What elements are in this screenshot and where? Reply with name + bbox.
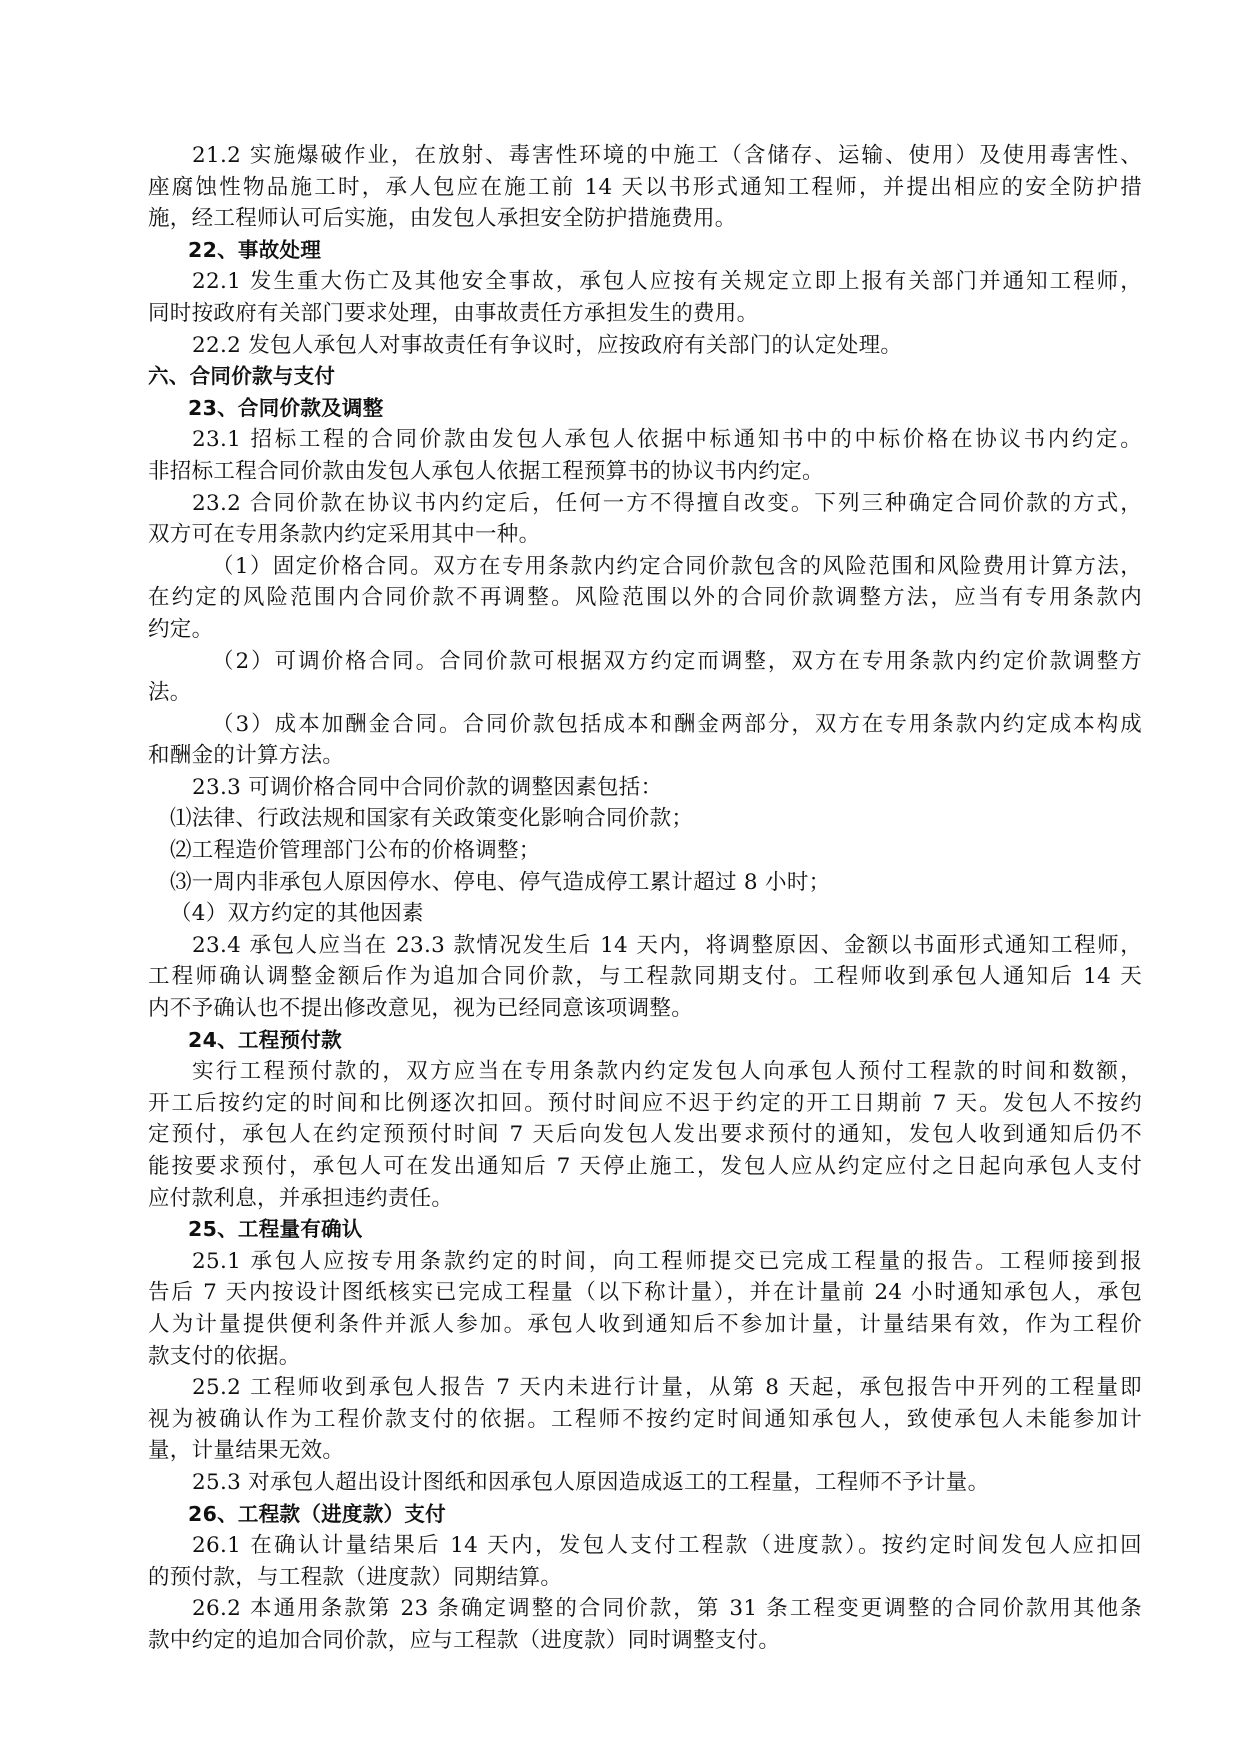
text-line: 的预付款，与工程款（进度款）同期结算。 bbox=[148, 1564, 563, 1590]
section-heading: 24、工程预付款 bbox=[188, 1027, 342, 1052]
section-heading: 26、工程款（进度款）支付 bbox=[188, 1501, 446, 1526]
text-line: 人为计量提供便利条件并派人参加。承包人收到通知后不参加计量，计量结果有效，作为工程价 bbox=[148, 1311, 1142, 1337]
text-line: （1）固定价格合同。双方在专用条款内约定合同价款包含的风险范围和风险费用计算方法， bbox=[212, 553, 1142, 579]
text-line: 约定。 bbox=[148, 616, 214, 642]
text-line: 款支付的依据。 bbox=[148, 1343, 301, 1369]
text-line: 双方可在专用条款内约定采用其中一种。 bbox=[148, 522, 541, 548]
text-line: 23.4 承包人应当在 23.3 款情况发生后 14 天内，将调整原因、金额以书面形式通知工程师， bbox=[192, 932, 1142, 958]
section-heading: 23、合同价款及调整 bbox=[188, 395, 384, 420]
text-line: 23.2 合同价款在协议书内约定后，任何一方不得擅自改变。下列三种确定合同价款的方式， bbox=[192, 490, 1142, 516]
text-line: 款中约定的追加合同价款，应与工程款（进度款）同时调整支付。 bbox=[148, 1627, 781, 1653]
text-line: 25.2 工程师收到承包人报告 7 天内未进行计量，从第 8 天起，承包报告中开列的工程量即 bbox=[192, 1375, 1142, 1401]
text-line: 21.2 实施爆破作业，在放射、毒害性环境的中施工（含储存、运输、使用）及使用毒害性、 bbox=[192, 143, 1142, 168]
text-line: 在约定的风险范围内合同价款不再调整。风险范围以外的合同价款调整方法，应当有专用条款内 bbox=[148, 585, 1142, 611]
text-line: 26.1 在确认计量结果后 14 天内，发包人支付工程款（进度款）。按约定时间发包人应扣回 bbox=[192, 1533, 1142, 1559]
text-line: 法。 bbox=[148, 680, 192, 706]
text-line: （2）可调价格合同。合同价款可根据双方约定而调整，双方在专用条款内约定价款调整方 bbox=[212, 648, 1142, 674]
text-line: 25.3 对承包人超出设计图纸和因承包人原因造成返工的工程量，工程师不予计量。 bbox=[192, 1469, 990, 1495]
text-line: 23.3 可调价格合同中合同价款的调整因素包括： bbox=[192, 774, 663, 800]
text-line: 视为被确认作为工程价款支付的依据。工程师不按约定时间通知承包人，致使承包人未能参加计 bbox=[148, 1406, 1142, 1432]
text-line: 22.1 发生重大伤亡及其他安全事故，承包人应按有关规定立即上报有关部门并通知工程师， bbox=[192, 269, 1142, 295]
section-heading: 25、工程量有确认 bbox=[188, 1217, 363, 1242]
text-line: 开工后按约定的时间和比例逐次扣回。预付时间应不迟于约定的开工日期前 7 天。发包人不按约 bbox=[148, 1090, 1142, 1116]
text-line: 定预付，承包人在约定预预付时间 7 天后向发包人发出要求预付的通知，发包人收到通知后仍不 bbox=[148, 1122, 1142, 1148]
text-line: 施，经工程师认可后实施，由发包人承担安全防护措施费用。 bbox=[148, 206, 737, 232]
text-line: 和酬金的计算方法。 bbox=[148, 743, 345, 769]
text-line: 内不予确认也不提出修改意见，视为已经同意该项调整。 bbox=[148, 996, 694, 1022]
text-line: 26.2 本通用条款第 23 条确定调整的合同价款，第 31 条工程变更调整的合同价款用其他条 bbox=[192, 1596, 1142, 1622]
section-heading: 22、事故处理 bbox=[188, 237, 322, 262]
text-line: 实行工程预付款的，双方应当在专用条款内约定发包人向承包人预付工程款的时间和数额， bbox=[192, 1059, 1142, 1085]
text-line: 22.2 发包人承包人对事故责任有争议时，应按政府有关部门的认定处理。 bbox=[192, 332, 903, 358]
section-heading: 六、合同价款与支付 bbox=[148, 364, 336, 389]
text-line: （3）成本加酬金合同。合同价款包括成本和酬金两部分，双方在专用条款内约定成本构成 bbox=[212, 711, 1142, 737]
text-line: 量，计量结果无效。 bbox=[148, 1438, 345, 1464]
text-line: ⑶一周内非承包人原因停水、停电、停气造成停工累计超过 8 小时； bbox=[170, 869, 831, 895]
text-line: 座腐蚀性物品施工时，承人包应在施工前 14 天以书形式通知工程师，并提出相应的安全防护措 bbox=[148, 174, 1142, 200]
text-line: （4）双方约定的其他因素 bbox=[170, 901, 424, 927]
text-line: 能按要求预付，承包人可在发出通知后 7 天停止施工，发包人应从约定应付之日起向承包人支付 bbox=[148, 1154, 1142, 1179]
text-line: 应付款利息，并承担违约责任。 bbox=[148, 1185, 454, 1211]
text-line: 告后 7 天内按设计图纸核实已完成工程量（以下称计量），并在计量前 24 小时通知承包人，承包 bbox=[148, 1280, 1142, 1306]
text-line: 工程师确认调整金额后作为追加合同价款，与工程款同期支付。工程师收到承包人通知后 14 天 bbox=[148, 964, 1142, 990]
document-page bbox=[148, 140, 1142, 1657]
text-line: 同时按政府有关部门要求处理，由事故责任方承担发生的费用。 bbox=[148, 300, 759, 326]
text-line: ⑵工程造价管理部门公布的价格调整； bbox=[170, 838, 541, 864]
text-line: 23.1 招标工程的合同价款由发包人承包人依据中标通知书中的中标价格在协议书内约定。 bbox=[192, 427, 1142, 453]
text-line: ⑴法律、行政法规和国家有关政策变化影响合同价款； bbox=[170, 806, 694, 832]
text-line: 25.1 承包人应按专用条款约定的时间，向工程师提交已完成工程量的报告。工程师接到报 bbox=[192, 1248, 1142, 1274]
text-line: 非招标工程合同价款由发包人承包人依据工程预算书的协议书内约定。 bbox=[148, 458, 824, 484]
